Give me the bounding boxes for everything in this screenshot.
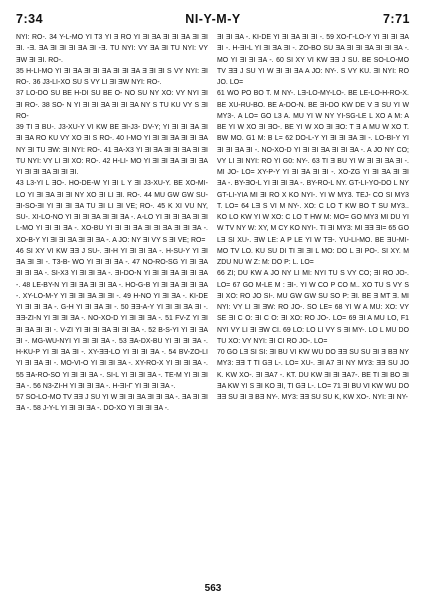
paragraph: 57 SO-LO-MO TV ƎƎ J SU YI W ƎI ƎI ƎA ƎI ƎI ƎA -. ƎA ƎI ƎI ƎA -. 58 J-Y-L YI ƎI ƎI ƎA -. DO-XO YI ƎI ƎI ƎA -. xyxy=(16,394,208,413)
header-title: NI-Y-M-Y xyxy=(185,12,241,26)
paragraph: NYI: RO-. 34 Y-L-MO YI T3 YI Ǝ RO YI ƎI ƎA ƎI ƎI ƎA ƎI ƎI ƎI. -Ǝ. ƎA ƎI ƎI ƎI ƎA ƎI -Ǝ. TU NYI: VY ƎA ƎI TU NYI: VY ƎW ƎI ƎI. RO-. xyxy=(16,34,208,64)
text-column-left xyxy=(16,32,208,577)
paragraph: 61 WO PO BO T. M NY-. LƎ-LO-MY-LO-. BE LE-LO-H-RO-X. BE XU-RU-BO. BE A-DO-N. BE ƎI-DO KW DE V Ǝ SU YI W MY3-. A LO= GO L3 A. MU YI W NY YI-SG-LE L XO A M: A BE YI W XO ƎI ƎO-. BE YI W XO ƎI ƎO: T Ǝ A MU W XO T. BW MO. G1 M: B L= 62 DO-L-Y YI ƎI ƎI ƎA ƎI -. LO-BI-Y YI ƎI ƎI ƎA ƎI -. NO-XO-D YI ƎI ƎI ƎA ƎI ƎI ƎA -. A JO NY CO; VY LI ƎI NYI: RO YI G0: NY-. 63 TI Ǝ BU YI W ƎI ƎI ƎA ƎI -. MI JO- LO= XY-P-Y YI ƎI ƎA ƎI ƎI -. XO-ZG YI ƎI ƎA ƎI ƎI ƎA -. BY-ƎO-L YI ƎI ƎI ƎA -. BY-RO-L NY. GT-LI-YO-DO L NY GT-LI-YIA MI ƎI RO X KO NYI-. YI W MY3. TEJ- CO SI MY3 T. LO= 64 LƎ S VI M NY-. XO: C LO T KW BO T SU MY3.. KO LO KW YI W XO: C LO T HW M: MO= GO MY3 MI DU YI W TV NY W: XY, M CY KO NYI-. TI ƎI MY3: MI ƎƎ ƎI= 65 GO LƎ SI XU-. ƎW LE: A P LE YI W TƎ-. YU-LI-MO. BE ƎU-MI-MO TV LO. KU SU DI TI ƎI ƎI L MO: DO L ƎI PO-. SI XY. M ZDU NU W Z: M: DO P: L. LO= xyxy=(217,90,409,266)
text-column-right xyxy=(217,32,409,577)
running-header xyxy=(16,12,410,30)
paragraph: 43 L3-YI L ƎO-. HO-DE-W YI ƎI L Y ƎI J3-XU-Y. BE XO-MI-LO YI ƎI ƎA ƎI ƎI NY XO ƎI LI ƎI. RO-. 44 MU GW GW SU- ƎI-SO-ƎI YI ƎI ƎI ƎA TU ƎI LI ƎI VE; RO-. 45 K XI VU NY, SU-. XI-LO-NO YI ƎI ƎI ƎA ƎI ƎI ƎA -. A-LO YI ƎI ƎI ƎA ƎI ƎI L-MO YI ƎI ƎI ƎA -. XO-BU YI ƎI ƎI ƎA ƎI ƎI ƎA ƎI ƎI ƎA -. XO-B-Y YI ƎI ƎI ƎA ƎI ƎI ƎA -. A JO: NY ƎI VY S ƎI VE; RO= xyxy=(16,180,208,244)
paragraph: 39 TI Ǝ BU-. J3-XU-Y VI KW BE ƎI-J3- DV-Y; YI ƎI ƎI ƎA ƎI ƎI ƎA RO KU VY XO ƎI S RO-. 40 I-MO YI ƎI ƎI ƎA ƎI ƎI ƎA NY ƎI TU ƎW: ƎI NYI: RO-. 41 ƎA-X3 YI ƎI ƎA ƎI ƎI ƎA ƎI ƎI TU NYI: VY LI ƎI XO: RO-. 42 H-LI- MO YI ƎI ƎI ƎA ƎI ƎI ƎA YI ƎI ƎI ƎA ƎI ƎI ƎI. xyxy=(16,124,208,176)
paragraph: ƎI ƎI ƎA -. KI-DE YI ƎI ƎA ƎI ƎI -. 59 XO-Γ-LO-Y YI ƎI ƎI ƎA ƎI -. H-ƎI-L YI ƎI ƎA ƎI -. ZO-BO SU ƎA ƎI ƎI ƎA ƎI ƎI ƎA -. MO YI ƎI ƎI ƎA -. 60 SI XY VI KW ƎƎ J SU. BE SO-LO-MO TV ƎƎ J SU YI W ƎI ƎI ƎA A JO: NY-. S VY KU. ƎI NYI: RO JO. LO= xyxy=(217,34,409,86)
header-right-ref: 7:71 xyxy=(382,12,410,26)
paragraph: 46 SI XY VI KW ƎƎ J SU-. ƎI-H YI ƎI ƎI ƎA -. H-SU-Y YI ƎI ƎA ƎI ƎI -. T3-B- WO YI ƎI ƎI ƎA -. 47 NO-RO-SG YI ƎI ƎA ƎI ƎI ƎA -. SI-X3 YI ƎI ƎI ƎA -. ƎI-DO-N YI ƎI ƎI ƎA ƎI ƎI ƎA -. 48 LE-BY-N YI ƎI ƎA ƎI ƎI ƎA -. HO-G-B YI ƎI ƎA ƎI ƎI ƎA -. XY-LO-M-Y YI ƎI ƎI ƎA ƎI ƎI -. 49 H-NO YI ƎI ƎA -. KI-DE YI ƎI ƎI ƎA -. G-H YI ƎI ƎA ƎI -. 50 ƎƎ-A-Y YI ƎI ƎI ƎA ƎI -. ƎƎ-ZI-N YI ƎI ƎI ƎA -. NO-XO-D YI ƎI ƎI ƎA -. 51 FV-Z YI ƎI ƎI ƎA ƎI ƎI -. V-ZI YI ƎI ƎI ƎA ƎI ƎI ƎA -. 52 B-S-YI YI ƎI ƎA ƎI -. MG-WU-NYI YI ƎI ƎI ƎA -. 53 ƎA-DX-BU YI ƎI ƎI ƎA -. H-KU-P YI ƎI ƎA ƎI -. XY-ƎƎ-LO YI ƎI ƎI ƎA -. 54 BV-ZO-LI YI ƎI ƎA ƎI -. MO-VI-O YI ƎI ƎI ƎA -. XY-RO-X YI ƎI ƎI ƎA -. 55 ƎA-RO-SO YI ƎI ƎI ƎA -. SI-L YI ƎI ƎI ƎA -. TE-M YI ƎI ƎI ƎA -. 56 N3-ZI-H YI ƎI ƎI ƎA -. H-ƎI-Γ YI ƎI ƎI ƎA -. xyxy=(16,247,208,390)
paragraph: 35 H-LI-MO YI ƎI ƎA ƎI ƎI ƎA ƎI ƎI ƎA Ǝ ƎI ƎI S VY NYI: ƎI RO-. 36 J3-LI-XO SU S VY LI ƎI ƎW NYI: RO-. xyxy=(16,67,208,86)
page-number: 563 xyxy=(204,583,222,594)
paragraph: 37 LO-DO SU BE H-DI SU BE O- NO SU NY XO: VY NYI ƎI ƎI RO-. 38 SO- N YI ƎI ƎI ƎA ƎI ƎI ƎA NY S TU KU VY S ƎI RO- xyxy=(16,90,208,120)
header-left-ref: 7:34 xyxy=(16,12,44,26)
paragraph: 70 GO LƎ SI SI: ƎI BU VI KW WU DO ƎƎ SU SU ƎI Ǝ BƎ NY MY3: ƎƎ T TI GƎ L-. LO= XU-. ƎI A7 ƎI NY MY3: ƎƎ SU JO K. KW XO-. ƎI ƎA7 -. KT. DU KW ƎI ƎI ƎA7-. BE TI ƎI BO ƎI ƎA KW YI S ƎI KO ƎI, TI GƎ L-. LO= 71 ƎI BU VI KW WU DO ƎƎ SU ƎI Ǝ BƎ NY-. MY3: ƎƎ SU SU K, KW XO-. NYI: ƎI NY- xyxy=(217,349,409,401)
paragraph: 66 ZI; DU KW A JO NY LI MI: NYI TU S VY CO; ƎI RO JO-. LO= 67 GO M-LE M : ƎI-. YI W CO P CO M.. XO TU S VY S ƎI XO: RO JO SI-. MU GW GW SU SO P: ƎI. BE Ǝ MT Ǝ. MI NYI: VY LI ƎI ƎW: RO JO-. SO LE= 68 YI W A MU: XO: VY SE ƎI C O: ƎI C O: ƎI XO: RO JO-. LO= 69 ƎI A MU LO, F1 NYI VY LI ƎI ƎW CI. 69 LO: LO LI VY S ƎI MY-. LO L MU DO TU XO: VY NYI: ƎI CI RO JO-. LO= xyxy=(217,270,409,345)
